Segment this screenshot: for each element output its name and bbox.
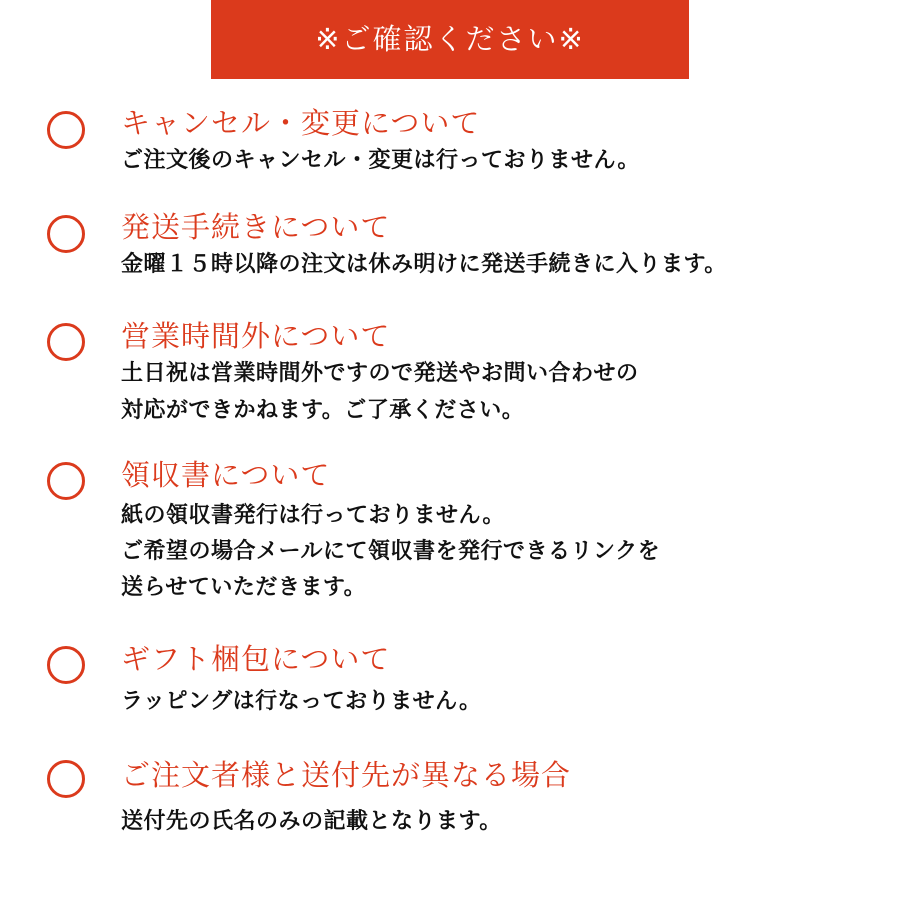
circle-bullet-icon bbox=[47, 111, 85, 149]
section-text: 対応ができかねます。ご了承ください。 bbox=[121, 398, 525, 423]
section-text: ご注文後のキャンセル・変更は行っておりません。 bbox=[121, 148, 640, 173]
section-heading: ご注文者様と送付先が異なる場合 bbox=[121, 758, 572, 792]
section-text: 送付先の氏名のみの記載となります。 bbox=[121, 809, 502, 834]
circle-bullet-icon bbox=[47, 462, 85, 500]
section-heading: 営業時間外について bbox=[121, 319, 391, 353]
section-text: 送らせていただきます。 bbox=[121, 575, 367, 600]
section-text: 土日祝は営業時間外ですので発送やお問い合わせの bbox=[121, 361, 639, 386]
section-text: ご希望の場合メールにて領収書を発行できるリンクを bbox=[121, 539, 661, 564]
circle-bullet-icon bbox=[47, 760, 85, 798]
notice-banner: ※ご確認ください※ bbox=[211, 0, 689, 79]
section-text: 金曜１５時以降の注文は休み明けに発送手続きに入ります。 bbox=[121, 252, 727, 277]
circle-bullet-icon bbox=[47, 646, 85, 684]
section-heading: キャンセル・変更について bbox=[121, 106, 481, 140]
section-heading: 領収書について bbox=[121, 458, 331, 492]
section-heading: ギフト梱包について bbox=[121, 642, 391, 676]
circle-bullet-icon bbox=[47, 215, 85, 253]
circle-bullet-icon bbox=[47, 323, 85, 361]
section-text: ラッピングは行なっておりません。 bbox=[121, 689, 482, 714]
section-heading: 発送手続きについて bbox=[121, 210, 391, 244]
section-text: 紙の領収書発行は行っておりません。 bbox=[121, 503, 505, 528]
